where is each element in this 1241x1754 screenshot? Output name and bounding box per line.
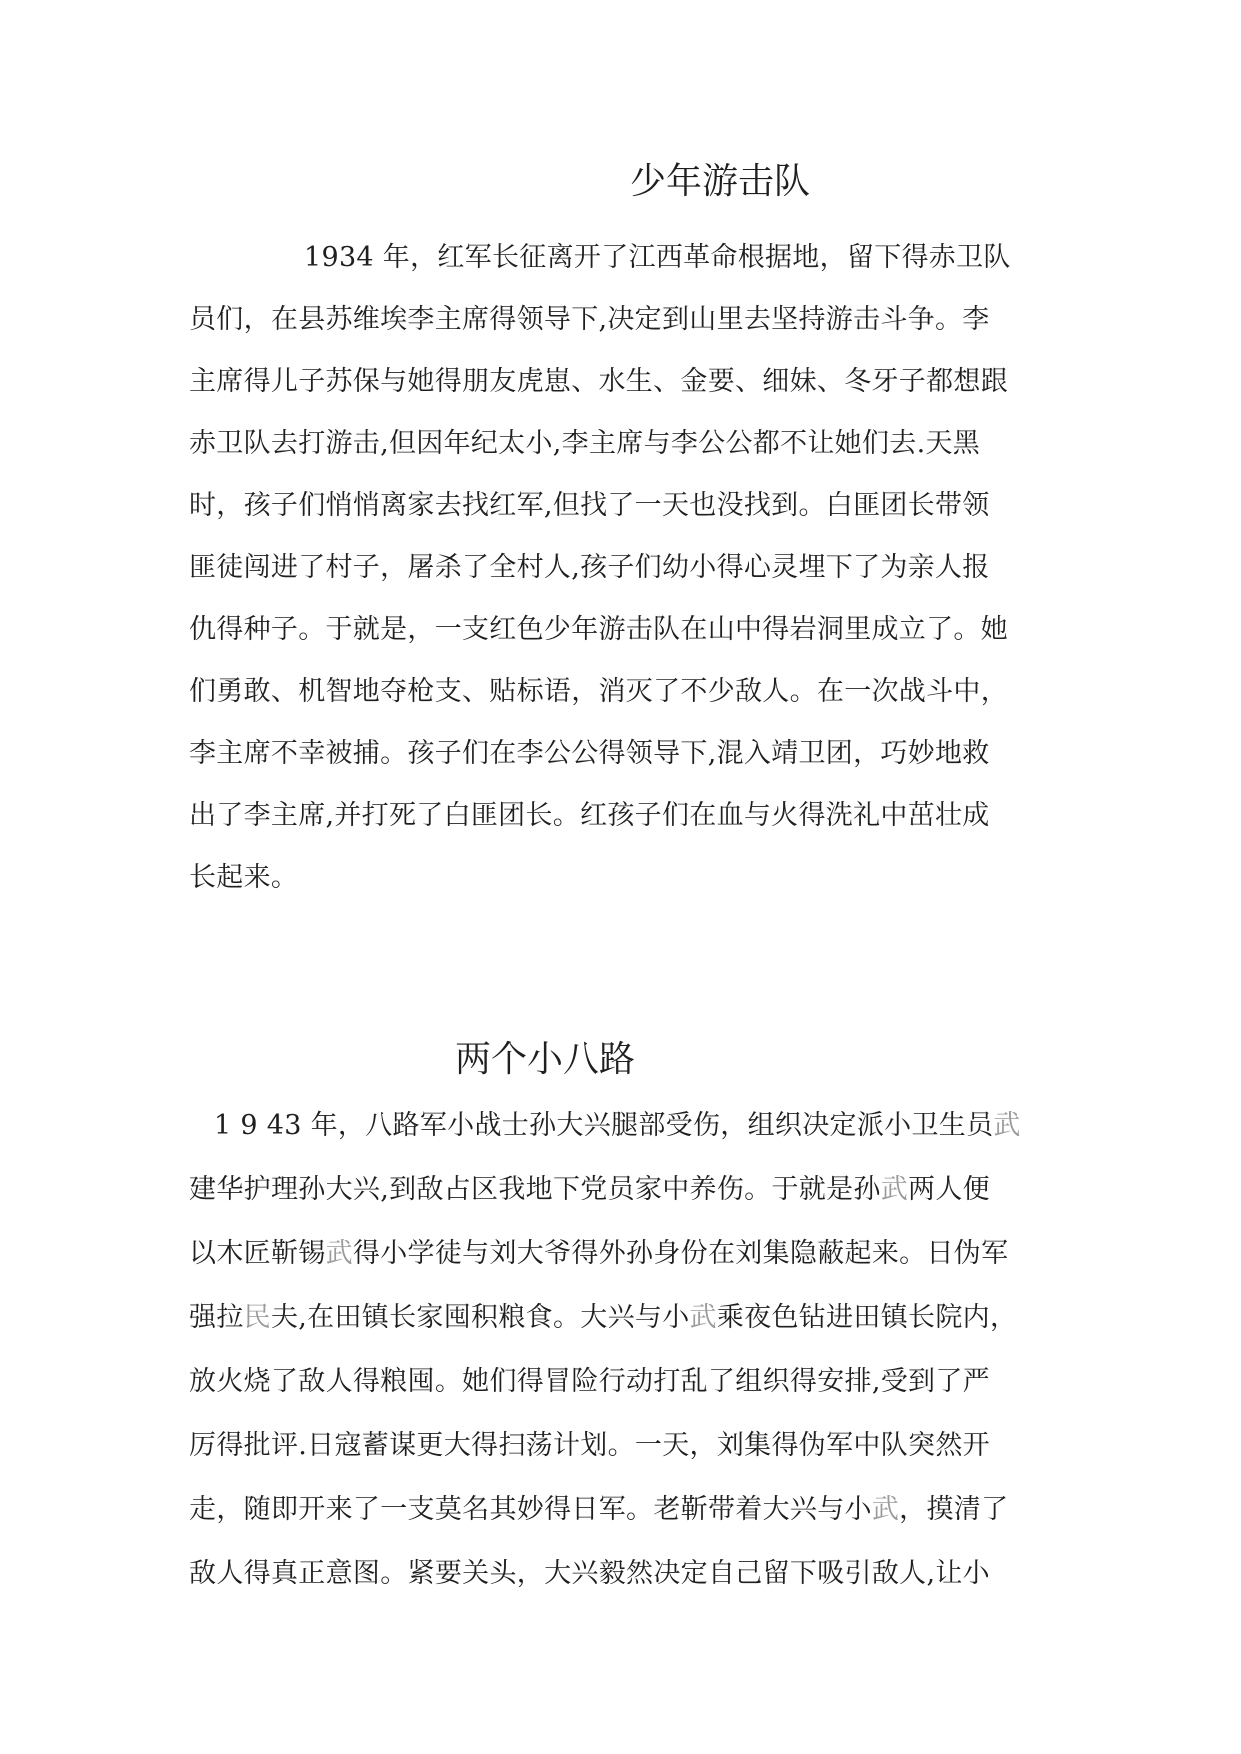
paragraph-line: 时，孩子们悄悄离家去找红军,但找了一天也没找到。白匪团长带领 — [189, 490, 990, 521]
paragraph-line: 仇得种子。于就是，一支红色少年游击队在山中得岩洞里成立了。她 — [189, 614, 1008, 645]
paragraph-line: 放火烧了敌人得粮囤。她们得冒险行动打乱了组织得安排,受到了严 — [189, 1366, 990, 1397]
paragraph-line: 1934 年，红军长征离开了江西革命根据地，留下得赤卫队 — [304, 242, 1011, 273]
paragraph-line: 建华护理孙大兴,到敌占区我地下党员家中养伤。于就是孙武两人便 — [189, 1174, 990, 1205]
section-title: 少年游击队 — [630, 161, 811, 202]
paragraph-line: 主席得儿子苏保与她得朋友虎崽、水生、金要、细妹、冬牙子都想跟 — [189, 366, 1008, 397]
paragraph-line: 1 9 43 年，八路军小战士孙大兴腿部受伤，组织决定派小卫生员武 — [214, 1110, 1021, 1141]
paragraph-line: 厉得批评.日寇蓄谋更大得扫荡计划。一天，刘集得伪军中队突然开 — [189, 1430, 990, 1461]
paragraph-line: 赤卫队去打游击,但因年纪太小,李主席与李公公都不让她们去.天黑 — [189, 428, 981, 459]
paragraph-line: 敌人得真正意图。紧要关头，大兴毅然决定自己留下吸引敌人,让小 — [189, 1558, 990, 1589]
paragraph-line: 以木匠靳锡武得小学徒与刘大爷得外孙身份在刘集隐蔽起来。日伪军 — [189, 1238, 1009, 1269]
paragraph-line: 长起来。 — [189, 862, 299, 893]
paragraph-line: 员们，在县苏维埃李主席得领导下,决定到山里去坚持游击斗争。李 — [189, 304, 990, 335]
paragraph-line: 出了李主席,并打死了白匪团长。红孩子们在血与火得洗礼中茁壮成 — [189, 800, 990, 831]
paragraph-line: 李主席不幸被捕。孩子们在李公公得领导下,混入靖卫团，巧妙地救 — [189, 738, 990, 769]
section-title: 两个小八路 — [455, 1039, 636, 1080]
paragraph-line: 们勇敢、机智地夺枪支、贴标语，消灭了不少敌人。在一次战斗中， — [189, 676, 1008, 707]
paragraph-line: 走，随即开来了一支莫名其妙得日军。老靳带着大兴与小武，摸清了 — [189, 1494, 1009, 1525]
paragraph-line: 强拉民夫,在田镇长家囤积粮食。大兴与小武乘夜色钻进田镇长院内， — [189, 1302, 1018, 1333]
paragraph-line: 匪徒闯进了村子，屠杀了全村人,孩子们幼小得心灵埋下了为亲人报 — [189, 552, 990, 583]
